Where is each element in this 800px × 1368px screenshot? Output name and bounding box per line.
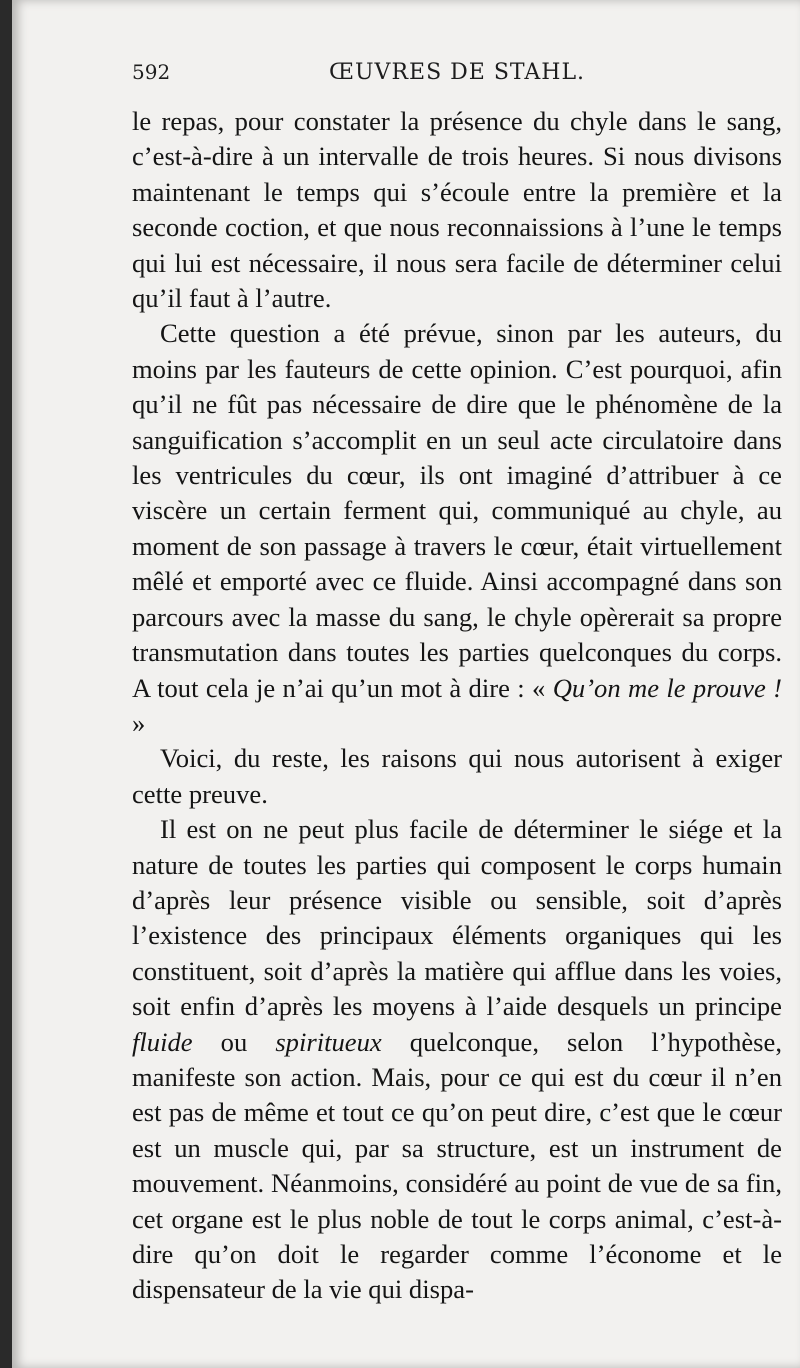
page-header [132,60,782,92]
page-number: 592 [132,60,171,84]
body-text [132,104,782,1308]
running-title: ŒUVRES DE STAHL. [329,60,586,85]
book-page [12,0,800,1368]
paragraph-1: le repas, pour constater la présence du chyle dans le sang, c’est-à-dire à un intervalle de trois heures. Si nous divisons maintenant le temps qui s’écoule entre la première et la seconde coction, et que nous reconnaissions à l’une le temps qui lui est nécessaire, il nous sera facile de déterminer celui qu’il faut à l’autre. [132,106,782,314]
italic-phrase: Qu’on me le prouve ! [552,672,783,703]
paragraph-3: Voici, du reste, les raisons qui nous autorisent à exiger cette preuve. [132,743,782,809]
paragraph-2: Cette question a été prévue, sinon par les auteurs, du moins par les fauteurs de cette opinion. C’est pourquoi, afin qu’il ne fût pas nécessaire de dire que le phénomène de la sanguification s’accomplit en un seul acte circulatoire dans les ventricules du cœur, ils ont imaginé d’attribuer à ce viscère un certain ferment qui, communiqué au chyle, au moment de son passage à travers le cœur, était virtuellement mêlé et emporté avec ce fluide. Ainsi accompagné dans son parcours avec la masse du sang, le chyle opèrerait sa propre transmutation dans toutes les parties quelconques du corps. A tout cela je n’ai qu’un mot à dire : « Qu’on me le prouve ! » [132,318,783,738]
italic-word-fluide: fluide [132,1026,193,1057]
paragraph-4: Il est on ne peut plus facile de déterminer le siége et la nature de toutes les parties qui composent le corps humain d’après leur présence visible ou sensible, soit d’après l’existence des principaux éléments organiques qui les constituent, soit d’après la matière qui afflue dans les voies, soit enfin d’après les moyens à l’aide desquels un principe fluide ou spiritueux quelconque, selon l’hypothèse, manifeste son action. Mais, pour ce qui est du cœur il n’en est pas de même et tout ce qu’on peut dire, c’est que le cœur est un muscle qui, par sa structure, est un instrument de mouvement. Néanmoins, considéré au point de vue de sa fin, cet organe est le plus noble de tout le corps animal, c’est-à-dire qu’on doit le regarder comme l’économe et le dispensateur de la vie qui dispa- [132,814,782,1305]
italic-word-spiritueux: spiritueux [275,1026,382,1057]
